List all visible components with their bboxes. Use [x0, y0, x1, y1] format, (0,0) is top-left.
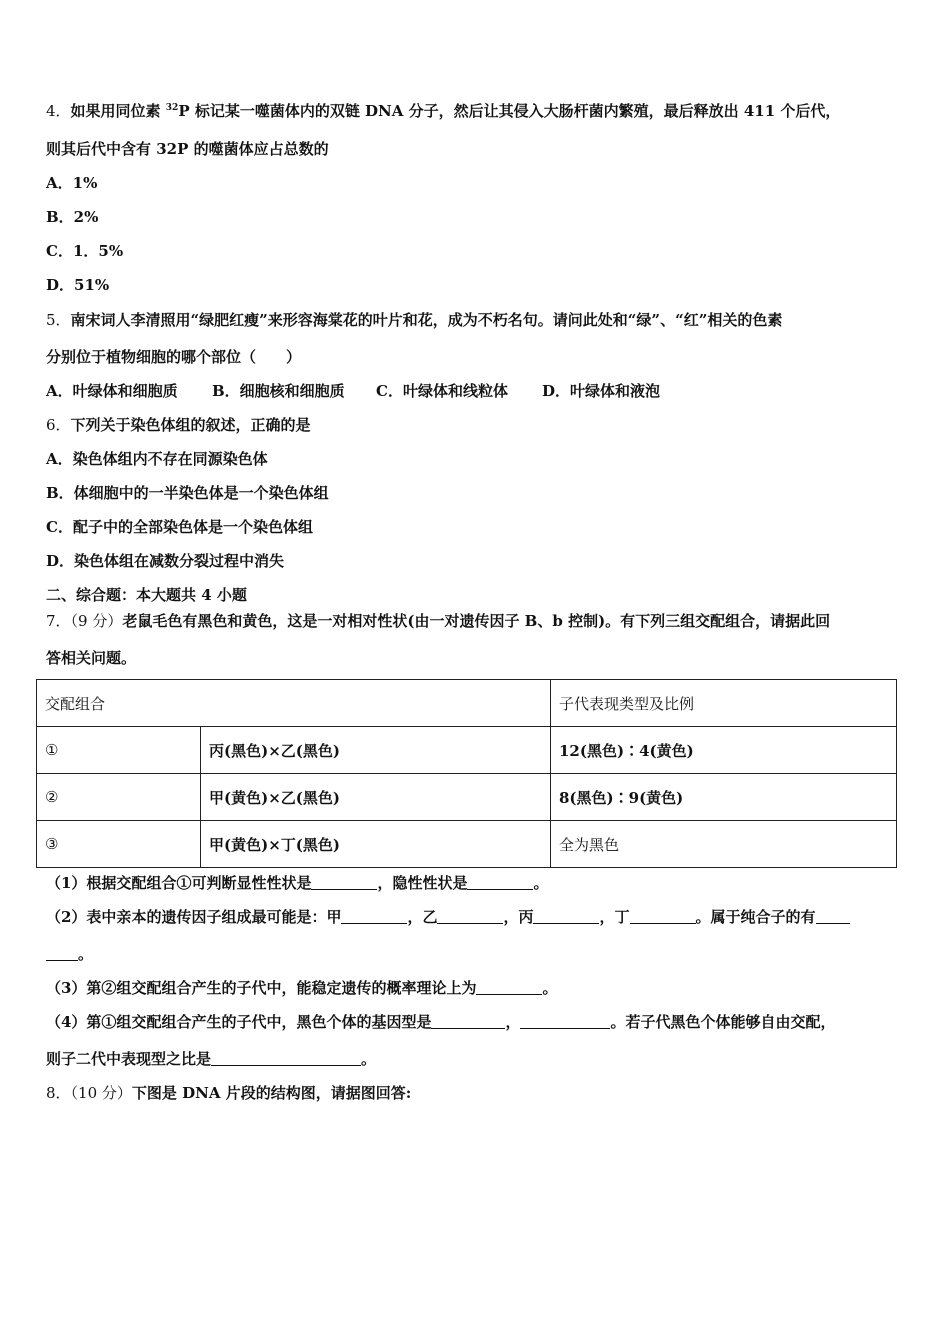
- q7-stem-line1: 7．（9 分）老鼠毛色有黑色和黄色，这是一对相对性状(由一对遗传因子 B、b 控制)。有下列三组交配组合，请据此回: [46, 612, 831, 630]
- table-cell: 12(黑色)∶4(黄色): [551, 727, 897, 774]
- q4-option-c: C．1．5%: [46, 242, 124, 260]
- q8-number: 8．: [46, 1084, 71, 1102]
- answer-blank: [46, 946, 78, 961]
- q7-sub2-cont: 。: [46, 944, 93, 964]
- q4-option-a: A．1%: [46, 174, 98, 192]
- q6-option-a: A．染色体组内不存在同源染色体: [46, 450, 268, 468]
- table-cell: 丙(黑色)×乙(黑色): [201, 727, 551, 774]
- q5-option-d: D．叶绿体和液泡: [542, 382, 661, 400]
- answer-blank: [520, 1014, 610, 1029]
- answer-blank: [816, 909, 850, 924]
- section2-title: 二、综合题：本大题共 4 小题: [46, 586, 247, 604]
- q7-number: 7．: [46, 612, 71, 630]
- q4-number: 4．: [46, 102, 71, 120]
- table-row: [37, 774, 897, 821]
- q5-options: [46, 381, 660, 401]
- q5-number: 5．: [46, 311, 71, 329]
- answer-blank: [437, 909, 503, 924]
- answer-blank: [341, 909, 407, 924]
- answer-blank: [467, 875, 533, 890]
- q7-stem-line2: 答相关问题。: [46, 649, 137, 667]
- q6-number: 6．: [46, 416, 71, 434]
- q6-stem: 6．下列关于染色体组的叙述，正确的是: [46, 416, 311, 434]
- q4-option-d: D．51%: [46, 276, 110, 294]
- q5-stem-line1: 5．南宋词人李清照用“绿肥红瘦”来形容海棠花的叶片和花，成为不朽名句。请问此处和“绿”、“红”相关的色素: [46, 311, 783, 329]
- table-cell: 甲(黄色)×乙(黑色): [201, 774, 551, 821]
- q4-option-b: B．2%: [46, 208, 99, 226]
- q5-option-b: B．细胞核和细胞质: [212, 382, 345, 400]
- table-cell: ②: [37, 774, 201, 821]
- table-cell: 8(黑色)∶9(黄色): [551, 774, 897, 821]
- table-header-cell: 交配组合: [37, 680, 551, 727]
- q6-option-d: D．染色体组在减数分裂过程中消失: [46, 552, 285, 570]
- q6-option-c: C．配子中的全部染色体是一个染色体组: [46, 518, 313, 536]
- answer-blank: [431, 1014, 505, 1029]
- q4-stem-line2: 则其后代中含有 32P 的噬菌体应占总数的: [46, 140, 329, 158]
- isotope-superscript: 32: [165, 103, 179, 113]
- table-row: [37, 727, 897, 774]
- table-row: [37, 821, 897, 868]
- q8-score: （10 分）: [70, 1084, 132, 1102]
- answer-blank: [630, 909, 696, 924]
- table-cell: 全为黑色: [551, 821, 897, 868]
- answer-blank: [311, 875, 377, 890]
- answer-blank: [533, 909, 599, 924]
- table-cell: ①: [37, 727, 201, 774]
- q4-stem-line1: 4．如果用同位素 $^{32}$P 标记某一噬菌体内的双链 DNA 分子，然后让其侵入大肠杆菌内繁殖，最后释放出 411 个后代，: [46, 102, 841, 120]
- table-cell: 甲(黄色)×丁(黑色): [201, 821, 551, 868]
- q7-sub3: （3）第②组交配组合产生的子代中，能稳定遗传的概率理论上为 。: [46, 979, 558, 997]
- answer-blank: [476, 980, 542, 995]
- q5-option-a: A．叶绿体和细胞质: [46, 382, 178, 400]
- cross-table: [36, 679, 897, 868]
- table-header-row: [37, 680, 897, 727]
- q7-sub2: （2）表中亲本的遗传因子组成最可能是：甲 ，乙 ，丙 ，丁 。属于纯合子的有: [46, 907, 850, 927]
- table-cell: ③: [37, 821, 201, 868]
- q8-stem: 8．（10 分）下图是 DNA 片段的结构图，请据图回答:: [46, 1084, 412, 1102]
- q7-sub4-line2: 则子二代中表现型之比是 。: [46, 1050, 377, 1068]
- q7-sub4-line1: （4）第①组交配组合产生的子代中，黑色个体的基因型是 ， 。若子代黑色个体能够自由交配，: [46, 1013, 836, 1031]
- table-header-cell: 子代表现类型及比例: [551, 680, 897, 727]
- answer-blank: [211, 1051, 361, 1066]
- q7-score: （9 分）: [70, 612, 123, 630]
- q7-sub1: （1）根据交配组合①可判断显性性状是 ，隐性性状是 。: [46, 874, 549, 892]
- q5-option-c: C．叶绿体和线粒体: [376, 382, 508, 400]
- q5-stem-line2: 分别位于植物细胞的哪个部位（ ）: [46, 348, 302, 366]
- q6-option-b: B．体细胞中的一半染色体是一个染色体组: [46, 484, 329, 502]
